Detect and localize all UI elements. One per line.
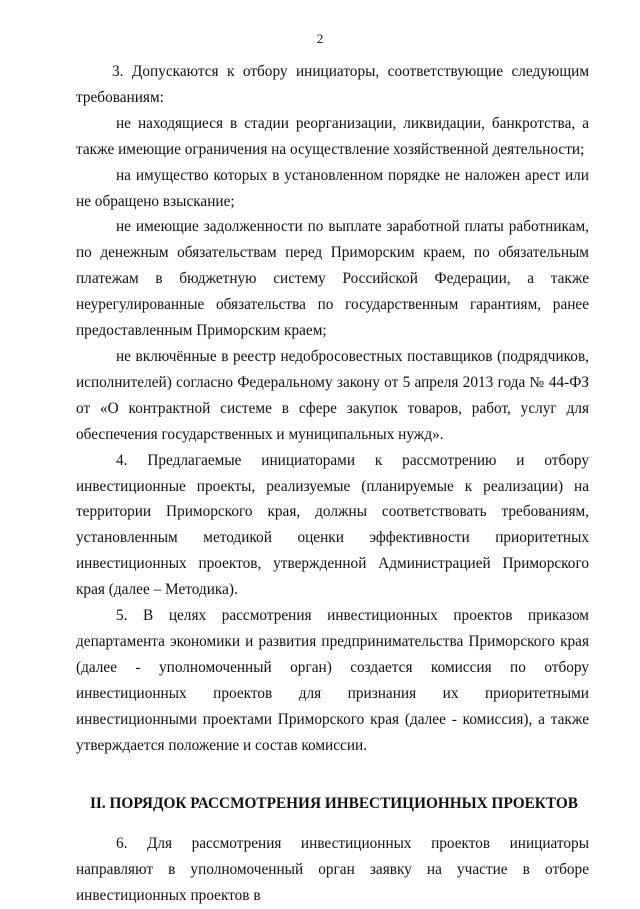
paragraph-3-requirement-c: не имеющие задолженности по выплате заработной платы работникам, по денежным обязательствам перед Приморским краем, по обязательным платежам в бюджетную систему Российской Федерации, а также неурегулированные обязательства по государственным гарантиям, ранее предоставленным Приморским краем; xyxy=(76,218,589,340)
paragraph-4: 4. Предлагаемые инициаторами к рассмотрению и отбору инвестиционные проекты, реализуемые (планируемые к реализации) на территории Приморского края, должны соответствовать требованиям, установленным методикой оценки эффективности приоритетных инвестиционных проектов, утвержденной Администрацией Приморского края (далее – Методика). xyxy=(76,451,589,599)
paragraph-5: 5. В целях рассмотрения инвестиционных проектов приказом департамента экономики и развития предпринимательства Приморского края (далее - уполномоченный орган) создается комиссия по отбору инвестиционных проектов для признания их приоритетными инвестиционными проектами Приморского края (далее - комиссия), а также утверждается положение и состав комиссии. xyxy=(76,607,589,754)
section-heading: II. ПОРЯДОК РАССМОТРЕНИЯ ИНВЕСТИЦИОННЫХ ПРОЕКТОВ xyxy=(89,795,579,813)
paragraph-3-requirement-d: не включённые в реестр недобросовестных поставщиков (подрядчиков, исполнителей) согласно Федеральному закону от 5 апреля 2013 года № 44-ФЗ от «О контрактной системе в сфере закупок товаров, работ, услуг для обеспечения государственных и муниципальных нужд». xyxy=(76,347,589,443)
paragraph-3: 3. Допускаются к отбору инициаторы, соответствующие следующим требованиям: xyxy=(76,63,589,106)
paragraph-3-requirement-b: на имуществo которых в установленном порядке не наложен арест или не обращено взыскание; xyxy=(76,166,589,210)
paragraph-3-requirement-a: не находящиеся в стадии реорганизации, ликвидации, банкротства, а также имеющие ограничения на осуществление хозяйственной деятельности; xyxy=(76,114,589,158)
paragraph-6: 6. Для рассмотрения инвестиционных проектов инициаторы направляют в уполномоченный орган заявку на участие в отборе инвестиционных проектов в xyxy=(76,835,589,905)
page-number: 2 xyxy=(316,31,324,46)
document-body xyxy=(76,59,589,909)
